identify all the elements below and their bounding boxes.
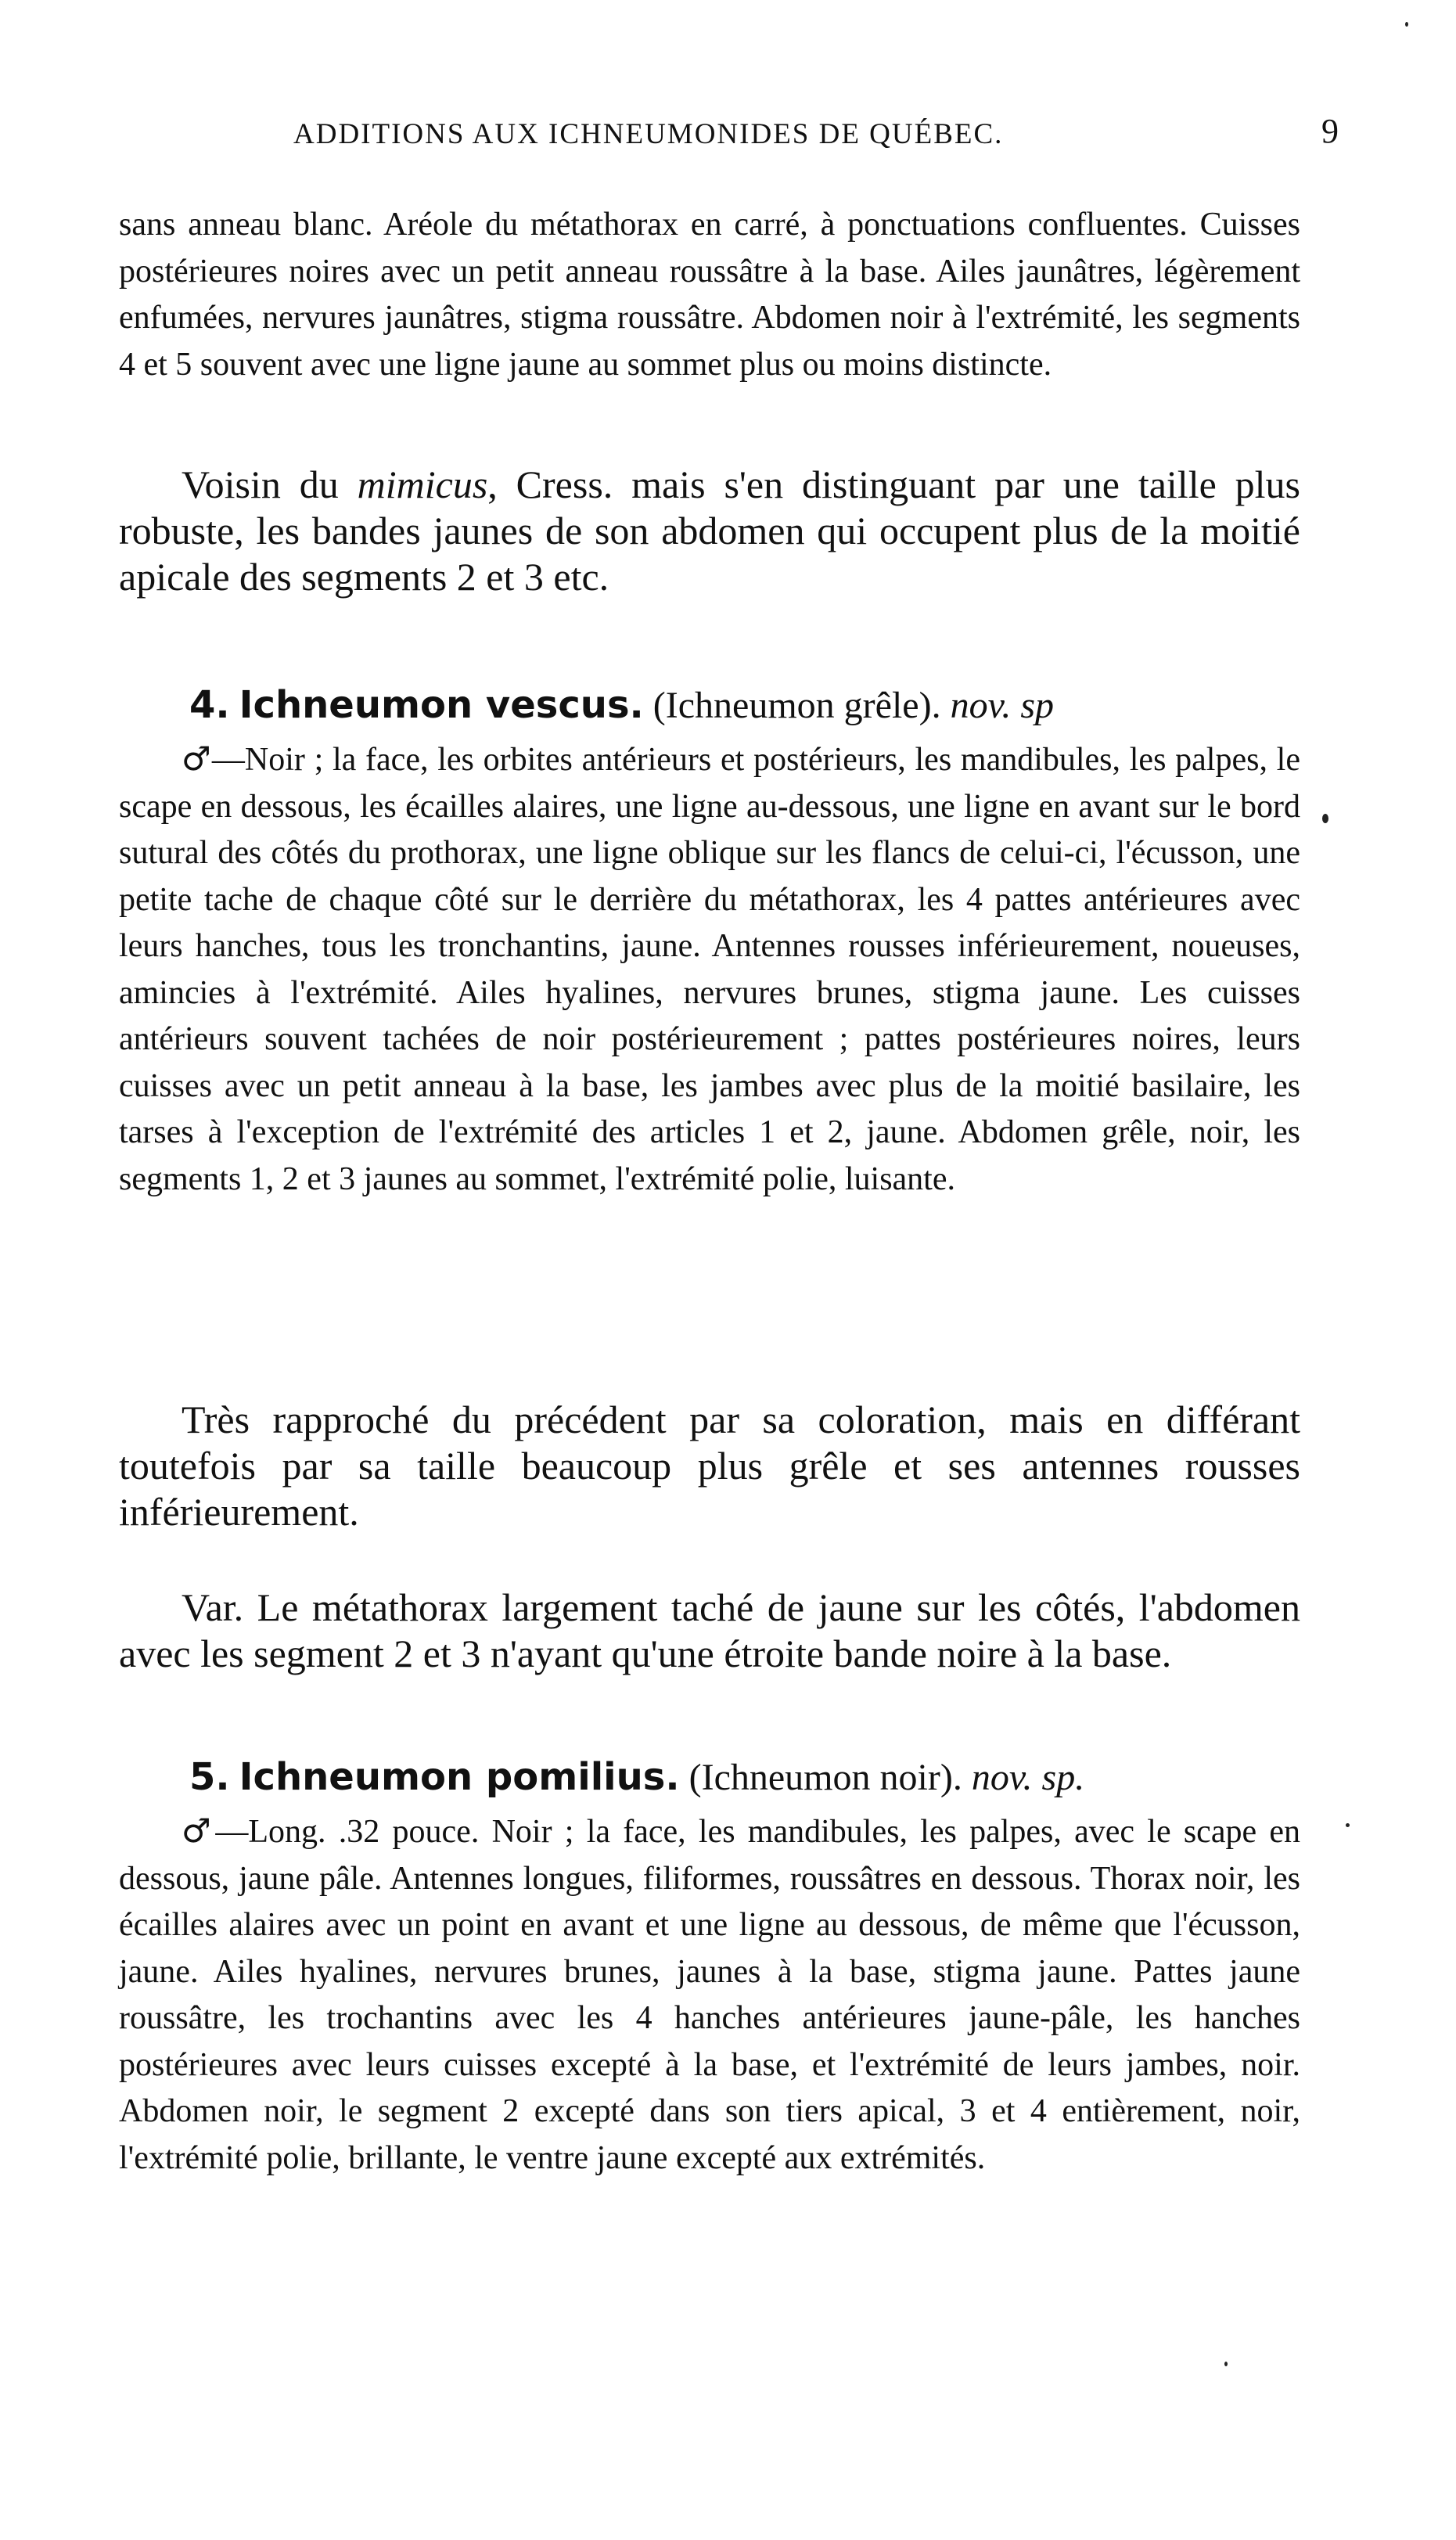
- species-5-name: Ichneumon pomilius.: [239, 1755, 680, 1799]
- species-4-remark-block: [119, 1397, 1300, 1535]
- species-5-status: nov. sp.: [971, 1757, 1085, 1798]
- species-4-common-name: (Ichneumon grêle).: [653, 685, 941, 726]
- species-4-remark: Très rapproché du précédent par sa coloration, mais en différant toutefois par sa taille beaucoup plus grêle et ses antennes rousses inférieurement.: [119, 1398, 1300, 1534]
- page-number: 9: [1321, 112, 1339, 150]
- running-head: [117, 112, 1339, 164]
- species-4-variety: Var. Le métathorax largement taché de jaune sur les côtés, l'abdomen avec les segment 2 et 3 n'ayant qu'une étroite bande noire à la base.: [119, 1585, 1300, 1675]
- species-4-heading-block: [119, 681, 1300, 730]
- species-5-description: [119, 1808, 1300, 2182]
- species-5-description-block: [119, 1808, 1300, 2182]
- species-4-description-text: —Noir ; la face, les orbites antérieurs et postérieurs, les mandibules, les palpes, le scape en dessous, les écailles alaires, une ligne au-dessous, une ligne en avant sur le bord sutural des côtés du prothorax, une ligne oblique sur les flancs de celui-ci, l'écusson, une petite tache de chaque côté sur le derrière du métathorax, les 4 pattes antérieures avec leurs hanches, tous les tronchantins, jaune. Antennes rousses inférieurement, noueuses, amincies à l'extrémité. Ailes hyalines, nervures brunes, stigma jaune. Les cuisses antérieurs souvent tachées de noir postérieurement ; pattes postérieures noires, leurs cuisses avec un petit anneau à la base, les jambes avec plus de la moitié basilaire, les tarses à l'exception de l'extrémité des articles 1 et 2, jaune. Abdomen grêle, noir, les segments 1, 2 et 3 jaunes au sommet, l'extrémité polie, luisante.: [119, 742, 1300, 1197]
- intro-remark: [119, 462, 1300, 600]
- species-4-description-block: [119, 736, 1300, 1203]
- species-5-heading-block: [119, 1753, 1300, 1802]
- species-5-heading: [119, 1753, 1300, 1802]
- species-5-description-text: —Long. .32 pouce. Noir ; la face, les mandibules, les palpes, avec le scape en dessous, jaune pâle. Antennes longues, filiformes, roussâtres en dessous. Thorax noir, les écailles alaires avec un point en avant et une ligne au dessous, de même que l'écusson, jaune. Ailes hyalines, nervures brunes, jaunes à la base, stigma jaune. Pattes jaune roussâtre, les trochantins avec les 4 hanches antérieures jaune-pâle, les hanches postérieures avec leurs cuisses excepté à la base, et l'extrémité de leurs jambes, noir. Abdomen noir, le segment 2 excepté dans son tiers apical, 3 et 4 entièrement, noir, l'extrémité polie, brillante, le ventre jaune excepté aux extrémités.: [119, 1814, 1300, 2176]
- species-4-description: [119, 736, 1300, 1203]
- species-5-number: 5.: [189, 1755, 230, 1799]
- species-4-heading: [119, 681, 1300, 730]
- ink-speck: [1224, 2362, 1228, 2366]
- intro-description: sans anneau blanc. Aréole du métathorax en carré, à ponctuations confluentes. Cuisses postérieures noires avec un petit anneau roussâtre à la base. Ailes jaunâtres, légèrement enfumées, nervures jaunâtres, stigma roussâtre. Abdomen noir à l'extrémité, les segments 4 et 5 souvent avec une ligne jaune au sommet plus ou moins distincte.: [119, 207, 1300, 383]
- intro-remark-italic: mimicus: [357, 462, 488, 506]
- intro-description-block: [119, 202, 1300, 388]
- male-sign-icon: ♂: [182, 739, 212, 778]
- running-title: ADDITIONS AUX ICHNEUMONIDES DE QUÉBEC.: [293, 118, 1004, 150]
- male-sign-icon: ♂: [182, 1811, 216, 1850]
- intro-remark-after: , Cress. mais s'en distinguant par une taille plus robuste, les bandes jaunes de son abdomen qui occupent plus de la moitié apicale des segments 2 et 3 etc.: [119, 462, 1300, 599]
- species-4-name: Ichneumon vescus.: [239, 683, 644, 727]
- intro-remark-before: Voisin du: [182, 462, 358, 506]
- intro-remark-block: [119, 462, 1300, 600]
- ink-speck: [1322, 814, 1328, 823]
- ink-speck: [1405, 22, 1408, 27]
- ink-speck: [1346, 1823, 1350, 1827]
- species-4-variety-block: [119, 1585, 1300, 1677]
- species-4-status: nov. sp: [950, 685, 1054, 726]
- species-4-number: 4.: [189, 683, 230, 727]
- species-5-common-name: (Ichneumon noir).: [688, 1757, 962, 1798]
